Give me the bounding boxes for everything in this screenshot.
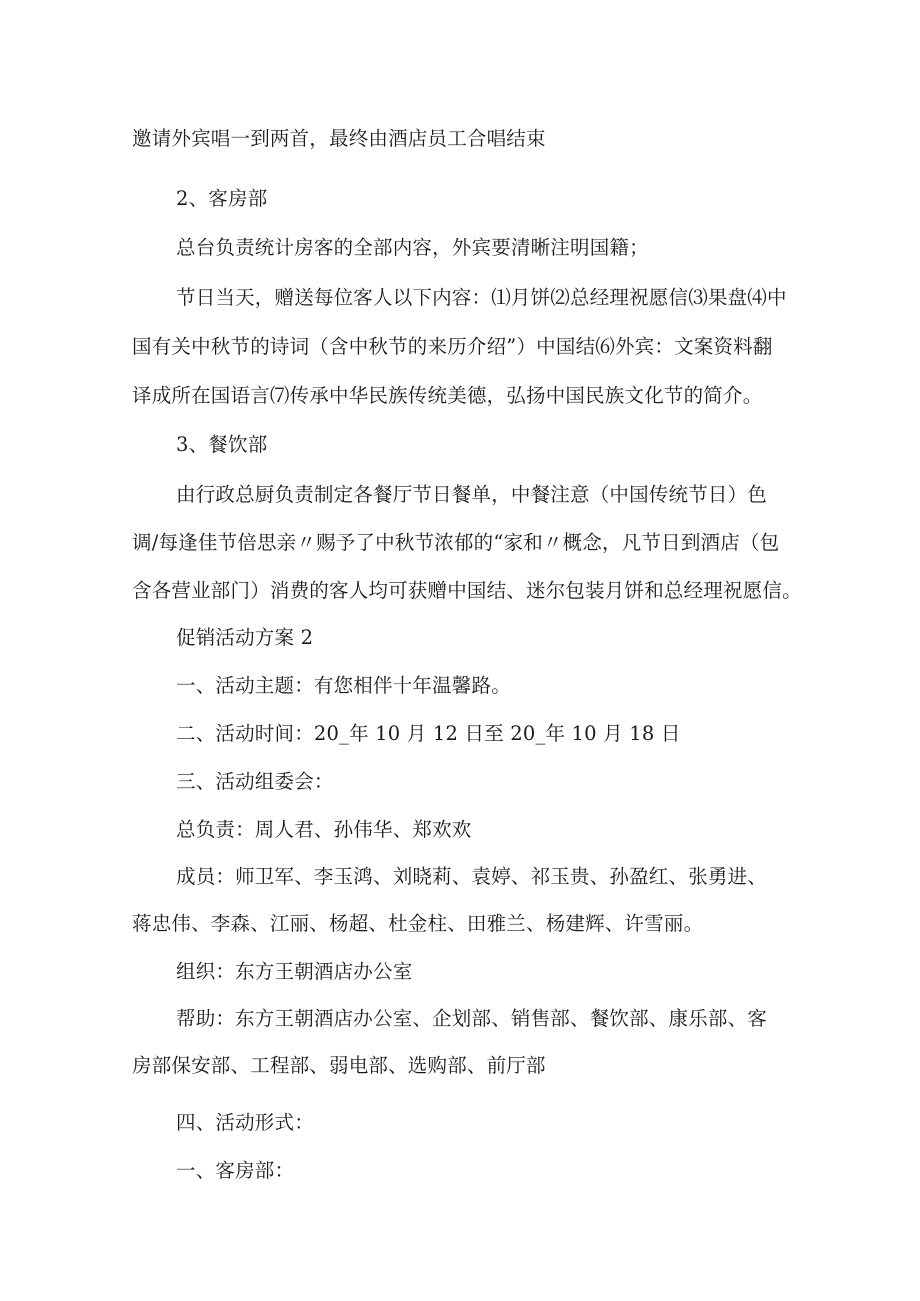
- text-line: 帮助：东方王朝酒店办公室、企划部、销售部、餐饮部、康乐部、客: [176, 1007, 768, 1030]
- text-line: 组织：东方王朝酒店办公室: [176, 960, 413, 983]
- text-line: 节日当天，赠送每位客人以下内容：⑴月饼⑵总经理祝愿信⑶果盘⑷中: [176, 286, 787, 309]
- section-heading: 2、客房部: [176, 187, 268, 210]
- text-line: 国有关中秋节的诗词（含中秋节的来历介绍”）中国结⑹外宾：文案资料翻: [132, 335, 773, 358]
- section-heading: 四、活动形式：: [176, 1111, 314, 1134]
- text-line: 蒋忠伟、李森、江丽、杨超、杜金柱、田雅兰、杨建辉、许雪丽。: [132, 912, 704, 935]
- text-line: 由行政总厨负责制定各餐厅节日餐单，中餐注意（中国传统节日）色: [176, 483, 768, 506]
- text-line: 房部保安部、工程部、弱电部、选购部、前厅部: [132, 1054, 546, 1077]
- text-line: 一、活动主题：有您相伴十年温馨路。: [176, 674, 511, 697]
- text-line: 译成所在国语言⑺传承中华民族传统美德，弘扬中国民族文化节的简介。: [132, 384, 763, 407]
- text-line: 总台负责统计房客的全部内容，外宾要清晰注明国籍；: [176, 236, 649, 259]
- text-line: 二、活动时间：20_年 10 月 12 日至 20_年 10 月 18 日: [176, 722, 681, 745]
- section-heading: 促销活动方案 2: [176, 626, 314, 649]
- text-line: 成员：师卫军、李玉鸿、刘晓莉、袁婷、祁玉贵、孙盈红、张勇进、: [176, 865, 768, 888]
- section-heading: 一、客房部：: [176, 1159, 295, 1182]
- text-line: 调/每逢佳节倍思亲〃赐予了中秋节浓郁的“家和〃概念，凡节日到酒店（包: [132, 531, 780, 554]
- section-heading: 3、餐饮部: [176, 433, 268, 456]
- text-line: 三、活动组委会：: [176, 770, 334, 793]
- text-line: 总负责：周人君、孙伟华、郑欢欢: [176, 818, 472, 841]
- text-line: 含各营业部门）消费的客人均可获赠中国结、迷尔包装月饼和总经理祝愿信。: [132, 579, 802, 602]
- text-line: 邀请外宾唱一到两首，最终由酒店员工合唱结束: [132, 127, 546, 150]
